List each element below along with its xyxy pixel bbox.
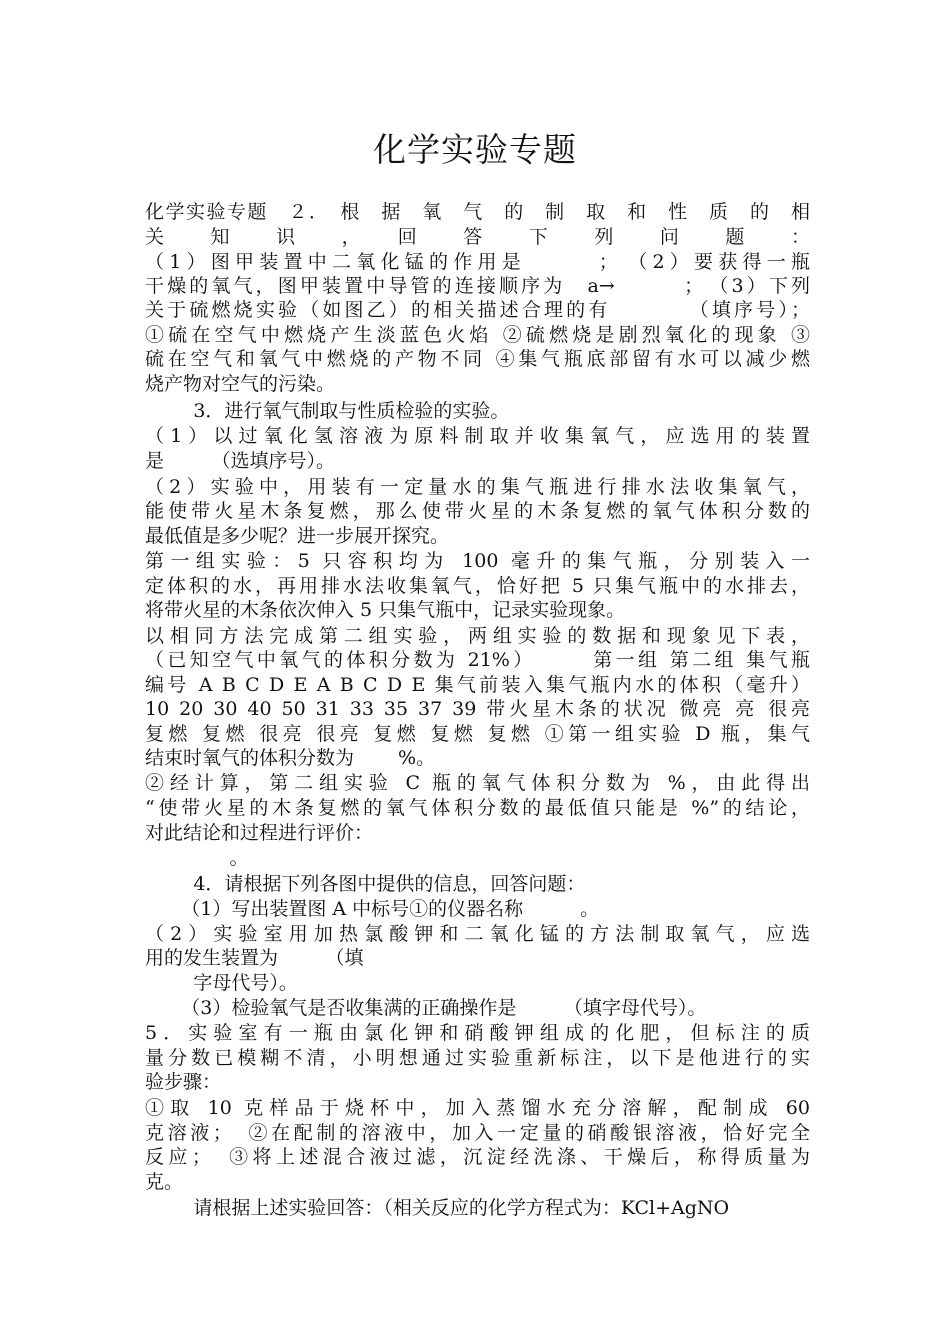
text-line: 能使带火星木条复燃，那么使带火星的木条复燃的氧气体积分数的 <box>145 500 810 522</box>
text-line: 烧产物对空气的污染。 <box>145 373 336 395</box>
text-line: 克溶液； ②在配制的溶液中，加入一定量的硝酸银溶液，恰好完全 <box>145 1122 810 1144</box>
text-line: （3）检验氧气是否收集满的正确操作是 （填字母代号）。 <box>145 997 707 1019</box>
text-line: （1）以过氧化氢溶液为原料制取并收集氧气，应选用的装置 <box>145 425 810 447</box>
text-line: （2）实验室用加热氯酸钾和二氧化锰的方法制取氧气，应选 <box>145 923 810 945</box>
text-line: 复燃 复燃 很亮 很亮 复燃 复燃 复燃 ①第一组实验 D 瓶，集气 <box>145 723 810 745</box>
text-line: 关于硫燃烧实验（如图乙）的相关描述合理的有 （填序号）； <box>145 299 810 321</box>
text-line: 硫在空气和氧气中燃烧的产物不同 ④集气瓶底部留有水可以减少燃 <box>145 348 810 370</box>
text-line: 以相同方法完成第二组实验，两组实验的数据和现象见下表， <box>145 625 810 647</box>
text-line: 5．实验室有一瓶由氯化钾和硝酸钾组成的化肥，但标注的质 <box>145 1022 810 1044</box>
text-line: 10 20 30 40 50 31 33 35 37 39 带火星木条的状况 微亮 亮 很亮 <box>145 698 810 720</box>
text-line: 化学实验专题 ２． 根 据 氧 气 的 制 取 和 性 质 的 相 <box>145 201 810 223</box>
text-line: 最低值是多少呢？进一步展开探究。 <box>145 525 450 547</box>
text-line: 定体积的水，再用排水法收集氧气，恰好把 5 只集气瓶中的水排去， <box>145 575 810 597</box>
text-line: 关 知 识 ， 回 答 下 列 问 题 ： <box>145 226 810 248</box>
text-line: 编号 A B C D E A B C D E 集气前装入集气瓶内水的体积（毫升） <box>145 674 810 696</box>
text-line: 是 （选填序号）。 <box>145 450 336 472</box>
text-line: ①硫在空气中燃烧产生淡蓝色火焰 ②硫燃烧是剧烈氧化的现象 ③ <box>145 324 810 346</box>
text-line: 量分数已模糊不清，小明想通过实验重新标注，以下是他进行的实 <box>145 1047 810 1069</box>
text-line: 4．请根据下列各图中提供的信息，回答问题： <box>145 873 586 895</box>
text-line: 3．进行氧气制取与性质检验的实验。 <box>145 400 510 422</box>
text-line: （2）实验中，用装有一定量水的集气瓶进行排水法收集氧气， <box>145 476 810 498</box>
text-line: 用的发生装置为 （填 <box>145 947 364 969</box>
text-line: 字母代号）。 <box>145 972 298 994</box>
text-line: ②经计算，第二组实验 C 瓶的氧气体积分数为 %，由此得出 <box>145 772 810 794</box>
text-line: （1）写出装置图 A 中标号①的仪器名称 。 <box>145 898 600 920</box>
text-line: 反应； ③将上述混合液过滤，沉淀经洗涤、干燥后，称得质量为 <box>145 1146 810 1168</box>
text-line: 结束时氧气的体积分数为 %。 <box>145 747 436 769</box>
text-line: 第一组实验：5 只容积均为 100 毫升的集气瓶，分别装入一 <box>145 550 810 572</box>
text-line: （1）图甲装置中二氧化锰的作用是 ； （2）要获得一瓶 <box>145 251 810 273</box>
text-line: 。 <box>145 847 249 869</box>
page-title: 化学实验专题 <box>373 130 577 169</box>
text-line: 克。 <box>145 1171 184 1193</box>
text-line: 验步骤： <box>145 1071 222 1093</box>
text-line: 将带火星的木条依次伸入 5 只集气瓶中，记录实验现象。 <box>145 599 626 621</box>
text-line: （已知空气中氧气的体积分数为 21%） 第一组 第二组 集气瓶 <box>145 649 810 671</box>
text-line: 干燥的氧气，图甲装置中导管的连接顺序为 a→ ； （3）下列 <box>145 275 810 297</box>
text-line: ①取 10 克样品于烧杯中，加入蒸馏水充分溶解，配制成 60 <box>145 1097 810 1119</box>
text-line: 对此结论和过程进行评价： <box>145 822 374 844</box>
text-line: “使带火星的木条复燃的氧气体积分数的最低值只能是 %”的结论， <box>145 797 810 819</box>
text-line: 请根据上述实验回答：（相关反应的化学方程式为：KCl+AgNO <box>145 1197 730 1219</box>
